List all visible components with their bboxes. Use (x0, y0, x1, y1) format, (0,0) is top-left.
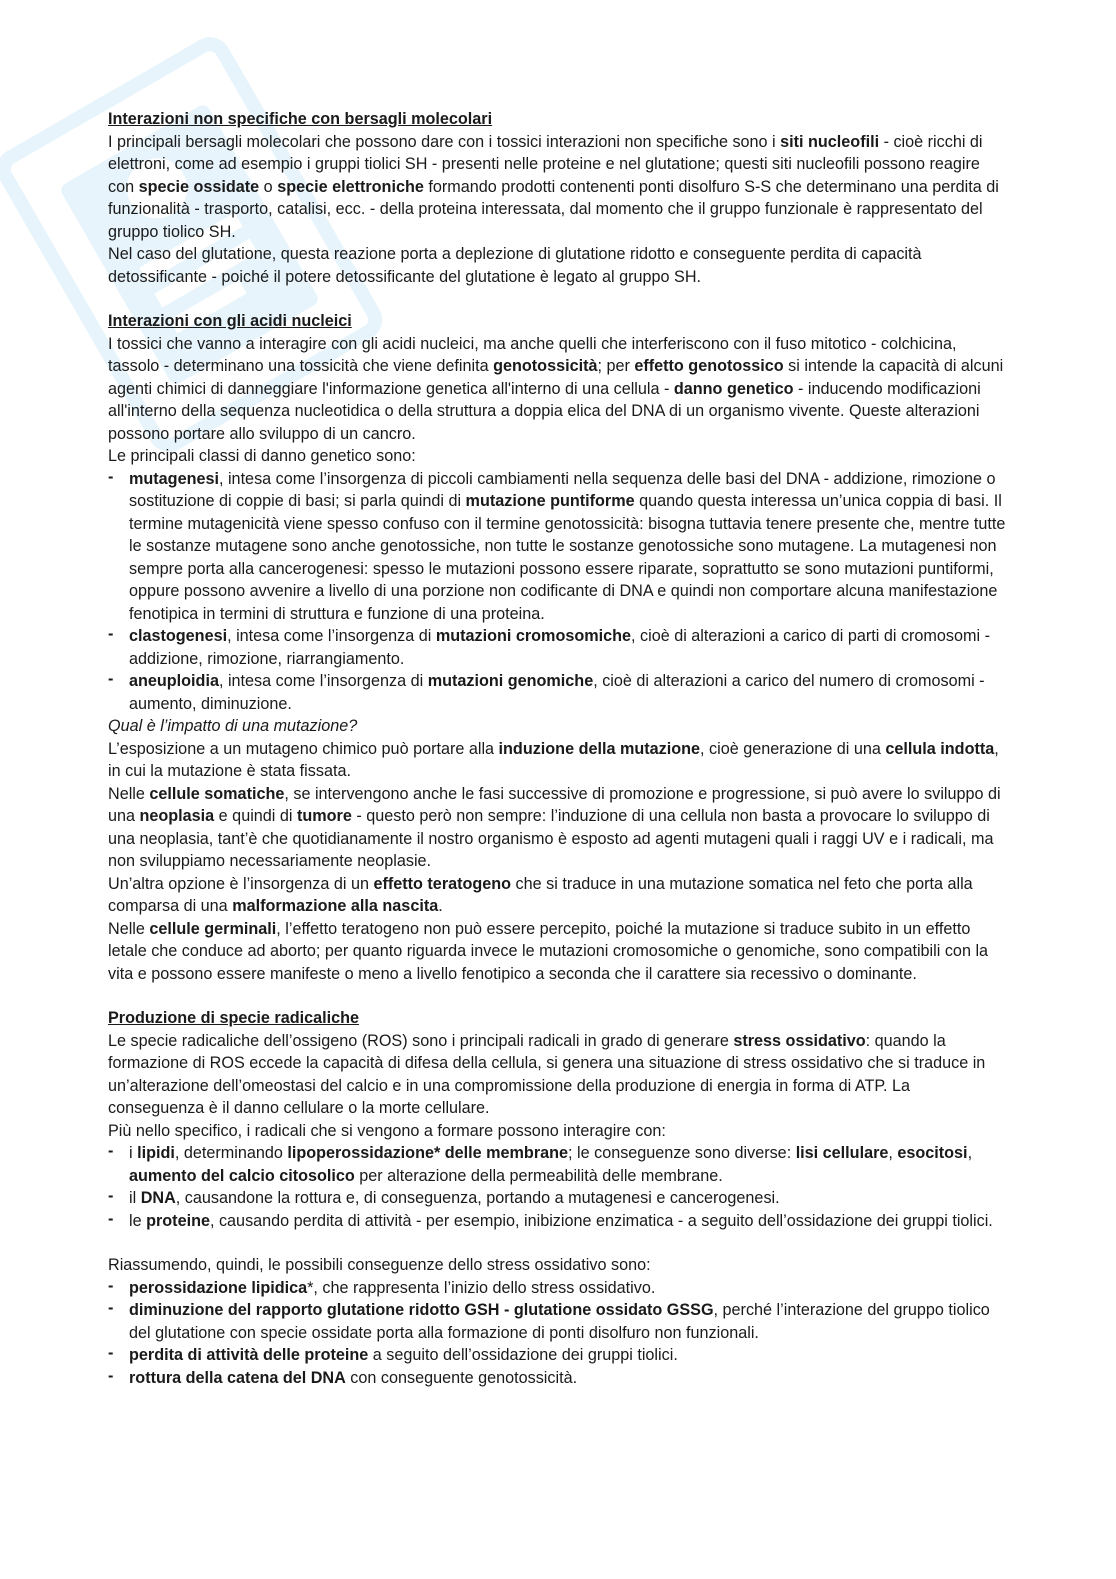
bold-term: perdita di attività delle proteine (129, 1346, 369, 1364)
paragraph (108, 445, 1008, 468)
paragraph (108, 738, 1008, 783)
bold-term: mutazioni genomiche (427, 672, 594, 690)
bold-term: specie ossidate (138, 177, 260, 196)
bold-term: neoplasia (139, 807, 215, 825)
text-run: *, che rappresenta l’inizio dello stress ossidativo. (307, 1278, 656, 1297)
paragraph (108, 873, 1008, 918)
text-run: - cioè ricchi di elettroni, come ad esempio i gruppi tiolici SH - presenti nelle proteine e nel glutatione; questi siti nucleofili possono reagire con (108, 132, 983, 196)
list-item (108, 1187, 1008, 1210)
bold-term: cellula indotta (885, 739, 995, 758)
bold-term: genotossicità (493, 357, 598, 375)
bold-term: diminuzione del rapporto glutatione ridotto GSH - glutatione ossidato GSSG (129, 1301, 714, 1319)
list-item (108, 468, 1008, 626)
text-run: o (259, 177, 278, 196)
text-run: si intende la capacità di alcuni agenti chimici di danneggiare l'informazione genetica all'interno di una cellula - (108, 357, 1004, 398)
paragraph (108, 1030, 1008, 1120)
text-run: - questo però non sempre: l’induzione di una cellula non basta a provocare lo sviluppo di una neoplasia, tant’è che quotidianamente il nostro organismo è esposto ad agenti mutageni quali i raggi UV e i radicali, ma non sviluppiamo necessariamente neoplasie. (108, 807, 994, 870)
paragraph (108, 1120, 1008, 1143)
section-heading: Produzione di specie radicaliche (108, 1009, 359, 1027)
text-run: Un’altra opzione è l’insorgenza di un (108, 874, 374, 893)
text-run: Più nello specifico, i radicali che si vengono a formare possono interagire con: (108, 1121, 666, 1140)
list-item (108, 1299, 1008, 1344)
section-non-specific-interactions (108, 108, 1008, 288)
bold-term: rottura della catena del DNA (129, 1368, 346, 1387)
text-run: , intesa come l’insorgenza di piccoli cambiamenti nella sequenza delle basi del DNA - addizione, rimozione o sostituzione di coppie di basi; si parla quindi di (129, 469, 996, 510)
paragraph (108, 715, 1008, 738)
list-item (108, 1142, 1008, 1187)
paragraph (108, 333, 1008, 446)
bold-term: mutagenesi (129, 469, 219, 488)
list-item (108, 1367, 1008, 1390)
mutation-impact-paragraphs (108, 715, 1008, 985)
radical-targets-list (108, 1142, 1008, 1232)
section-paragraphs (108, 1030, 1008, 1143)
bold-term: danno genetico (673, 379, 794, 398)
paragraph (108, 131, 1008, 244)
text-run: il (129, 1189, 141, 1207)
section-paragraphs (108, 333, 1008, 468)
bold-term: tumore (296, 807, 352, 825)
bold-term: cellule somatiche (149, 784, 285, 803)
bold-term: effetto teratogeno (373, 874, 512, 893)
bold-term: cellule germinali (149, 919, 277, 938)
bold-term: lipidi (137, 1144, 175, 1162)
text-run: , intesa come l’insorgenza di (227, 627, 436, 645)
bold-term: mutazione puntiforme (465, 492, 635, 510)
text-run: ; per (597, 357, 635, 375)
text-run: Le specie radicaliche dell’ossigeno (ROS) sono i principali radicali in grado di generare (108, 1031, 734, 1050)
bold-term: mutazioni cromosomiche (435, 627, 632, 645)
text-run: ; le conseguenze sono diverse: (568, 1144, 796, 1162)
bold-term: proteine (146, 1211, 210, 1230)
paragraph (108, 783, 1008, 873)
text-run: I principali bersagli molecolari che possono dare con i tossici interazioni non specifiche sono i (108, 132, 781, 151)
text-run: e quindi di (214, 807, 297, 825)
bold-term: induzione della mutazione (498, 739, 701, 758)
text-run: quando questa interessa un’unica coppia di basi. Il termine mutagenicità viene spesso confuso con il termine genotossicità: bisogna tuttavia tenere presente che, mentre tutte le sostanze mutagene sono anche genotossiche, non tutte le sostanze genotossiche sono mutagene. La mutagenesi non sempre porta alla cancerogenesi: spesso le mutazioni possono essere riparate, soprattutto se sono mutazioni puntiformi, oppure possono avvenire a livello di una porzione non codificante di DNA e quindi non comportare alcuna manifestazione fenotipica in termini di struttura e funzione di una proteina. (129, 492, 1006, 623)
section-paragraphs (108, 131, 1008, 289)
section-radical-species (108, 1007, 1008, 1232)
paragraph (108, 918, 1008, 986)
text-run: , (888, 1144, 898, 1162)
text-run: le (129, 1211, 147, 1230)
bold-term: lisi cellulare (795, 1144, 889, 1162)
list-item (108, 670, 1008, 715)
text-run: a seguito dell’ossidazione dei gruppi tiolici. (368, 1346, 678, 1364)
summary-section (108, 1254, 1008, 1389)
text-run: , determinando (174, 1144, 288, 1162)
text-run: , se intervengono anche le fasi successive di promozione e progressione, si può avere lo sviluppo di una (108, 784, 1001, 825)
text-run: i (129, 1144, 138, 1162)
bold-term: stress ossidativo (733, 1031, 866, 1050)
text-run: , (967, 1144, 973, 1162)
text-run: , cioè di alterazioni a carico di parti di cromosomi - addizione, rimozione, riarrangiamento. (129, 627, 990, 668)
text-run: - inducendo modificazioni all'interno della sequenza nucleotidica o della struttura a doppia elica del DNA di un organismo vivente. Queste alterazioni possono portare allo sviluppo di un cancro. (108, 379, 981, 443)
list-item (108, 625, 1008, 670)
text-run: , causandone la rottura e, di conseguenza, portando a mutagenesi e cancerogenesi. (175, 1189, 780, 1207)
summary-intro: Riassumendo, quindi, le possibili conseguenze dello stress ossidativo sono: (108, 1256, 651, 1274)
text-run: , cioè generazione di una (700, 739, 886, 758)
list-item (108, 1344, 1008, 1367)
text-run: Nel caso del glutatione, questa reazione porta a deplezione di glutatione ridotto e conseguente perdita di capacità detossificante - poiché il potere detossificante del glutatione è legato al gruppo SH. (108, 245, 922, 286)
text-run: . (438, 897, 443, 915)
bold-term: aumento del calcio citosolico (129, 1166, 355, 1185)
bold-term: specie elettroniche (277, 177, 424, 196)
text-run: , perché l’interazione del gruppo tiolico del glutatione con specie ossidate porta alla formazione di ponti disolfuro non funzionali. (129, 1301, 990, 1342)
section-heading: Interazioni con gli acidi nucleici (108, 312, 352, 330)
section-nucleic-acids (108, 310, 1008, 985)
damage-classes-list (108, 468, 1008, 716)
bold-term: esocitosi (897, 1144, 968, 1162)
text-run: Nelle (108, 919, 150, 938)
bold-term: malformazione alla nascita (232, 897, 439, 915)
bold-term: clastogenesi (129, 627, 228, 645)
text-run: , intesa come l’insorgenza di (218, 672, 428, 690)
bold-term: siti nucleofili (780, 132, 880, 151)
bold-term: DNA (140, 1189, 176, 1207)
text-run: , l’effetto teratogeno non può essere percepito, poiché la mutazione si traduce subito in un effetto letale che conduce ad aborto; per quanto riguarda invece le mutazioni cromosomiche o genomiche, sono compatibili con la vita e possono essere manifeste o meno a livello fenotipico a seconda che il carattere sia recessivo o dominante. (108, 919, 989, 983)
text-run: , cioè di alterazioni a carico del numero di cromosomi - aumento, diminuzione. (129, 672, 985, 713)
text-run: per alterazione della permeabilità delle membrane. (354, 1166, 723, 1185)
text-run: Nelle (108, 784, 150, 803)
paragraph (108, 243, 1008, 288)
bold-term: perossidazione lipidica (129, 1278, 308, 1297)
text-run: L’esposizione a un mutageno chimico può portare alla (108, 739, 499, 758)
section-heading: Interazioni non specifiche con bersagli molecolari (108, 110, 493, 128)
text-run: formando prodotti contenenti ponti disolfuro S-S che determinano una perdita di funzionalità - trasporto, catalisi, ecc. - della proteina interessata, dal momento che il gruppo funzionale è rappresentato del gruppo tiolico SH. (108, 177, 999, 241)
text-run: che si traduce in una mutazione somatica nel feto che porta alla comparsa di una (108, 874, 973, 915)
summary-list (108, 1277, 1008, 1390)
list-item (108, 1210, 1008, 1233)
text-run: , in cui la mutazione è stata fissata. (108, 739, 999, 780)
text-run: : quando la formazione di ROS eccede la capacità di difesa della cellula, si genera una situazione di stress ossidativo che si traduce in un’alterazione dell’omeostasi del calcio e in una compromissione della produzione di energia in forma di ATP. La conseguenza è il danno cellulare o la morte cellulare. (108, 1031, 986, 1117)
italic-text: Qual è l’impatto di una mutazione? (108, 717, 358, 735)
list-item (108, 1277, 1008, 1300)
text-run: , causando perdita di attività - per esempio, inibizione enzimatica - a seguito dell’ossidazione dei gruppi tiolici. (209, 1211, 993, 1230)
bold-term: lipoperossidazione* delle membrane (287, 1144, 569, 1162)
document-page (108, 108, 1008, 1389)
bold-term: effetto genotossico (634, 357, 784, 375)
text-run: Le principali classi di danno genetico sono: (108, 447, 416, 465)
text-run: I tossici che vanno a interagire con gli acidi nucleici, ma anche quelli che interferiscono con il fuso mitotico - colchicina, tassolo - determinano una tossicità che viene definita (108, 334, 957, 375)
bold-term: aneuploidia (129, 672, 219, 690)
text-run: con conseguente genotossicità. (345, 1368, 578, 1387)
